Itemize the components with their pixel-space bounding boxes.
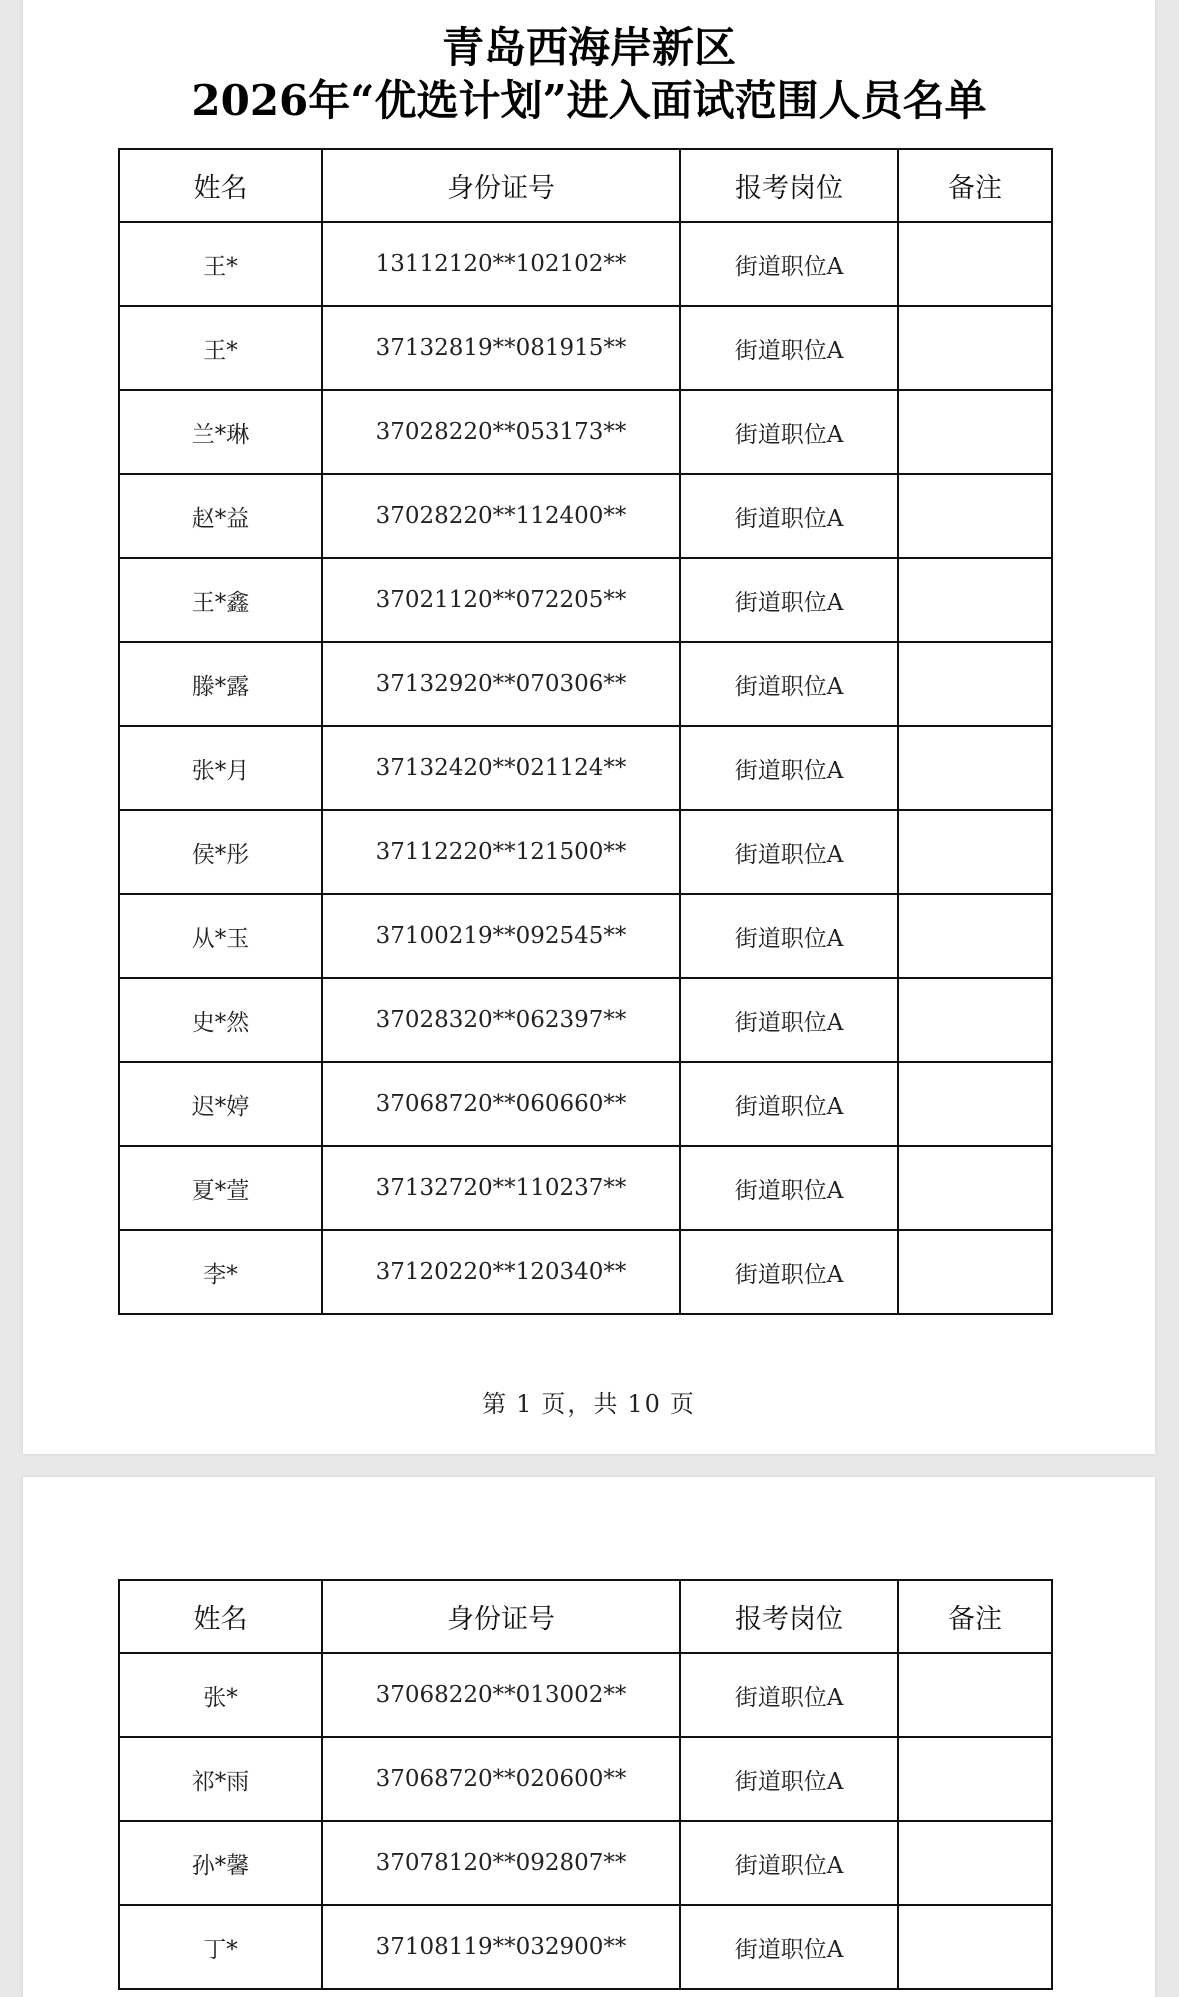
cell-id-number: 37028320**062397** — [322, 978, 680, 1062]
footer-suffix: 页 — [669, 1390, 696, 1418]
cell-id-number: 37132819**081915** — [322, 306, 680, 390]
table-row — [119, 222, 1052, 306]
column-header-remarks: 备注 — [898, 149, 1052, 222]
column-header-name: 姓名 — [119, 1580, 322, 1653]
table-row — [119, 894, 1052, 978]
cell-id-number: 37112220**121500** — [322, 810, 680, 894]
footer-prefix: 第 — [482, 1390, 509, 1418]
cell-remark — [898, 1905, 1052, 1989]
cell-remark — [898, 978, 1052, 1062]
cell-id-number: 37100219**092545** — [322, 894, 680, 978]
footer-middle: 页，共 — [541, 1390, 620, 1418]
cell-remark — [898, 810, 1052, 894]
document-page-2 — [23, 1477, 1155, 1997]
cell-id-number: 37068720**060660** — [322, 1062, 680, 1146]
cell-name: 侯*彤 — [119, 810, 322, 894]
table-row — [119, 1905, 1052, 1989]
table-row — [119, 810, 1052, 894]
cell-position: 街道职位A — [680, 474, 898, 558]
document-title-line-1: 青岛西海岸新区 — [441, 23, 736, 72]
cell-id-number: 37132720**110237** — [322, 1146, 680, 1230]
cell-remark — [898, 642, 1052, 726]
cell-remark — [898, 1146, 1052, 1230]
footer-total-pages: 10 — [627, 1390, 662, 1418]
cell-remark — [898, 1062, 1052, 1146]
table-row — [119, 306, 1052, 390]
cell-position: 街道职位A — [680, 1062, 898, 1146]
column-header-id-number: 身份证号 — [322, 1580, 680, 1653]
cell-id-number: 37068720**020600** — [322, 1737, 680, 1821]
column-header-remarks: 备注 — [898, 1580, 1052, 1653]
cell-position: 街道职位A — [680, 1905, 898, 1989]
table-row — [119, 1062, 1052, 1146]
cell-position: 街道职位A — [680, 810, 898, 894]
cell-position: 街道职位A — [680, 894, 898, 978]
cell-position: 街道职位A — [680, 642, 898, 726]
cell-position: 街道职位A — [680, 558, 898, 642]
cell-remark — [898, 1821, 1052, 1905]
table-row — [119, 642, 1052, 726]
table-row — [119, 978, 1052, 1062]
cell-name: 张*月 — [119, 726, 322, 810]
cell-name: 王*鑫 — [119, 558, 322, 642]
cell-name: 从*玉 — [119, 894, 322, 978]
cell-remark — [898, 222, 1052, 306]
cell-remark — [898, 558, 1052, 642]
cell-id-number: 37078120**092807** — [322, 1821, 680, 1905]
cell-name: 祁*雨 — [119, 1737, 322, 1821]
cell-position: 街道职位A — [680, 306, 898, 390]
table-row — [119, 726, 1052, 810]
cell-remark — [898, 390, 1052, 474]
cell-id-number: 13112120**102102** — [322, 222, 680, 306]
cell-remark — [898, 1230, 1052, 1314]
table-row — [119, 1230, 1052, 1314]
cell-id-number: 37028220**053173** — [322, 390, 680, 474]
cell-name: 迟*婷 — [119, 1062, 322, 1146]
cell-name: 丁* — [119, 1905, 322, 1989]
candidate-table-page-1 — [118, 148, 1053, 1315]
table-row — [119, 1821, 1052, 1905]
cell-name: 夏*萱 — [119, 1146, 322, 1230]
cell-position: 街道职位A — [680, 978, 898, 1062]
cell-name: 王* — [119, 306, 322, 390]
cell-id-number: 37108119**032900** — [322, 1905, 680, 1989]
cell-position: 街道职位A — [680, 726, 898, 810]
document-title-line-2: 2026年“优选计划”进入面试范围人员名单 — [191, 76, 987, 125]
cell-name: 史*然 — [119, 978, 322, 1062]
cell-id-number: 37068220**013002** — [322, 1653, 680, 1737]
cell-name: 王* — [119, 222, 322, 306]
cell-name: 赵*益 — [119, 474, 322, 558]
cell-name: 兰*琳 — [119, 390, 322, 474]
cell-position: 街道职位A — [680, 1653, 898, 1737]
cell-id-number: 37028220**112400** — [322, 474, 680, 558]
page-footer — [23, 1384, 1155, 1419]
document-page-1 — [23, 0, 1155, 1454]
cell-name: 孙*馨 — [119, 1821, 322, 1905]
cell-remark — [898, 726, 1052, 810]
cell-id-number: 37021120**072205** — [322, 558, 680, 642]
cell-position: 街道职位A — [680, 390, 898, 474]
table-row — [119, 1653, 1052, 1737]
cell-position: 街道职位A — [680, 1737, 898, 1821]
column-header-position: 报考岗位 — [680, 1580, 898, 1653]
table-row — [119, 1146, 1052, 1230]
table-header-row — [119, 149, 1052, 222]
cell-remark — [898, 474, 1052, 558]
table-row — [119, 1737, 1052, 1821]
column-header-name: 姓名 — [119, 149, 322, 222]
table-row — [119, 474, 1052, 558]
cell-name: 滕*露 — [119, 642, 322, 726]
cell-position: 街道职位A — [680, 1821, 898, 1905]
cell-position: 街道职位A — [680, 1230, 898, 1314]
footer-page-number: 1 — [516, 1390, 534, 1418]
column-header-id-number: 身份证号 — [322, 149, 680, 222]
cell-name: 李* — [119, 1230, 322, 1314]
cell-remark — [898, 306, 1052, 390]
cell-remark — [898, 1737, 1052, 1821]
cell-id-number: 37132420**021124** — [322, 726, 680, 810]
table-header-row — [119, 1580, 1052, 1653]
cell-position: 街道职位A — [680, 1146, 898, 1230]
cell-position: 街道职位A — [680, 222, 898, 306]
column-header-position: 报考岗位 — [680, 149, 898, 222]
candidate-table-page-2 — [118, 1579, 1053, 1990]
cell-remark — [898, 894, 1052, 978]
table-row — [119, 390, 1052, 474]
cell-id-number: 37120220**120340** — [322, 1230, 680, 1314]
cell-name: 张* — [119, 1653, 322, 1737]
cell-remark — [898, 1653, 1052, 1737]
table-row — [119, 558, 1052, 642]
cell-id-number: 37132920**070306** — [322, 642, 680, 726]
